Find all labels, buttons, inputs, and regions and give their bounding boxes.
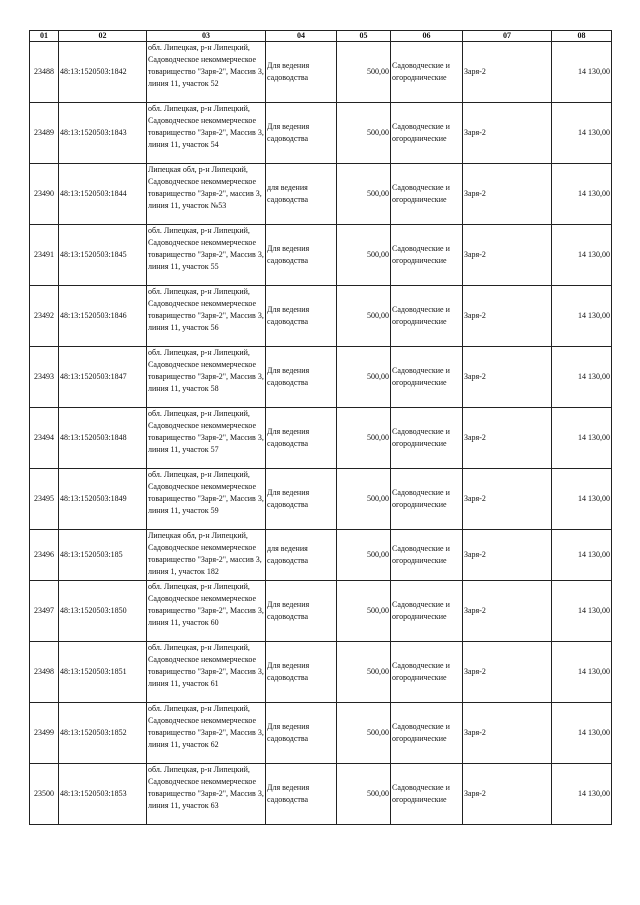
cadastral-number: 48:13:1520503:1845 [59,225,147,286]
cadastral-number: 48:13:1520503:1843 [59,103,147,164]
permitted-use: Для ведения садоводства [266,703,337,764]
header-row [30,31,612,42]
cadastral-number: 48:13:1520503:1846 [59,286,147,347]
address: обл. Липецкая, р-н Липецкий, Садоводческое некоммерческое товарищество "Заря-2", Массив 3, линия 11, участок 61 [147,642,266,703]
permitted-use: Для ведения садоводства [266,103,337,164]
permitted-use: для ведения садоводства [266,164,337,225]
col-header: 02 [59,31,147,42]
cadastral-number: 48:13:1520503:1852 [59,703,147,764]
cadastral-cost: 14 130,00 [552,225,612,286]
table-row [30,225,612,286]
owner-name: Заря-2 [463,642,552,703]
address: обл. Липецкая, р-н Липецкий, Садоводческое некоммерческое товарищество "Заря-2", Массив 3, линия 11, участок 62 [147,703,266,764]
cadastral-cost: 14 130,00 [552,347,612,408]
cadastral-cost: 14 130,00 [552,764,612,825]
area-value: 500,00 [337,408,391,469]
area-value: 500,00 [337,530,391,581]
area-value: 500,00 [337,469,391,530]
area-value: 500,00 [337,581,391,642]
address: обл. Липецкая, р-н Липецкий, Садоводческое некоммерческое товарищество "Заря-2", Массив 3, линия 11, участок 60 [147,581,266,642]
col-header: 03 [147,31,266,42]
owner-name: Заря-2 [463,286,552,347]
record-number: 23500 [30,764,59,825]
table-row [30,642,612,703]
area-value: 500,00 [337,103,391,164]
owner-name: Заря-2 [463,581,552,642]
permitted-use: Для ведения садоводства [266,469,337,530]
owner-name: Заря-2 [463,764,552,825]
cadastral-cost: 14 130,00 [552,642,612,703]
cadastral-number: 48:13:1520503:1842 [59,42,147,103]
record-number: 23499 [30,703,59,764]
permitted-use: Для ведения садоводства [266,764,337,825]
area-value: 500,00 [337,42,391,103]
land-category: Садоводческие и огороднические [391,347,463,408]
permitted-use: Для ведения садоводства [266,581,337,642]
owner-name: Заря-2 [463,225,552,286]
record-number: 23496 [30,530,59,581]
land-category: Садоводческие и огороднические [391,408,463,469]
cadastral-cost: 14 130,00 [552,164,612,225]
table-row [30,703,612,764]
permitted-use: для ведения садоводства [266,530,337,581]
permitted-use: Для ведения садоводства [266,286,337,347]
owner-name: Заря-2 [463,530,552,581]
col-header: 05 [337,31,391,42]
cadastral-cost: 14 130,00 [552,42,612,103]
cadastral-number: 48:13:1520503:1844 [59,164,147,225]
cadastral-cost: 14 130,00 [552,103,612,164]
land-category: Садоводческие и огороднические [391,530,463,581]
cadastral-number: 48:13:1520503:1851 [59,642,147,703]
col-header: 07 [463,31,552,42]
owner-name: Заря-2 [463,469,552,530]
table-row [30,42,612,103]
owner-name: Заря-2 [463,408,552,469]
col-header: 08 [552,31,612,42]
col-header: 06 [391,31,463,42]
owner-name: Заря-2 [463,347,552,408]
table-row [30,347,612,408]
area-value: 500,00 [337,642,391,703]
area-value: 500,00 [337,225,391,286]
land-category: Садоводческие и огороднические [391,469,463,530]
address: Липецкая обл, р-н Липецкий, Садоводческое некоммерческое товарищество "Заря-2", массив 3, линия 11, участок №53 [147,164,266,225]
cadastral-cost: 14 130,00 [552,581,612,642]
table-row [30,469,612,530]
cadastral-number: 48:13:1520503:1849 [59,469,147,530]
record-number: 23494 [30,408,59,469]
record-number: 23493 [30,347,59,408]
land-category: Садоводческие и огороднические [391,642,463,703]
address: обл. Липецкая, р-н Липецкий, Садоводческое некоммерческое товарищество "Заря-2", Массив 3, линия 11, участок 56 [147,286,266,347]
cadastral-number: 48:13:1520503:1847 [59,347,147,408]
land-category: Садоводческие и огороднические [391,703,463,764]
land-category: Садоводческие и огороднические [391,42,463,103]
area-value: 500,00 [337,764,391,825]
cadastral-cost: 14 130,00 [552,703,612,764]
col-header: 04 [266,31,337,42]
address: обл. Липецкая, р-н Липецкий, Садоводческое некоммерческое товарищество "Заря-2", Массив 3, линия 11, участок 59 [147,469,266,530]
land-register-table [29,30,612,825]
table-row [30,103,612,164]
cadastral-number: 48:13:1520503:185 [59,530,147,581]
cadastral-cost: 14 130,00 [552,469,612,530]
record-number: 23498 [30,642,59,703]
land-category: Садоводческие и огороднические [391,164,463,225]
col-header: 01 [30,31,59,42]
address: обл. Липецкая, р-н Липецкий, Садоводческое некоммерческое товарищество "Заря-2", Массив 3, линия 11, участок 63 [147,764,266,825]
cadastral-cost: 14 130,00 [552,286,612,347]
table-row [30,286,612,347]
table-row [30,530,612,581]
address: обл. Липецкая, р-н Липецкий, Садоводческое некоммерческое товарищество "Заря-2", Массив 3, линия 11, участок 54 [147,103,266,164]
land-category: Садоводческие и огороднические [391,103,463,164]
land-category: Садоводческие и огороднические [391,286,463,347]
permitted-use: Для ведения садоводства [266,42,337,103]
table-row [30,164,612,225]
address: обл. Липецкая, р-н Липецкий, Садоводческое некоммерческое товарищество "Заря-2", Массив 3, линия 11, участок 58 [147,347,266,408]
owner-name: Заря-2 [463,164,552,225]
owner-name: Заря-2 [463,42,552,103]
owner-name: Заря-2 [463,703,552,764]
address: обл. Липецкая, р-н Липецкий, Садоводческое некоммерческое товарищество "Заря-2", Массив 3, линия 11, участок 55 [147,225,266,286]
cadastral-number: 48:13:1520503:1850 [59,581,147,642]
owner-name: Заря-2 [463,103,552,164]
area-value: 500,00 [337,164,391,225]
area-value: 500,00 [337,286,391,347]
table-row [30,408,612,469]
permitted-use: Для ведения садоводства [266,642,337,703]
record-number: 23492 [30,286,59,347]
record-number: 23491 [30,225,59,286]
record-number: 23489 [30,103,59,164]
cadastral-number: 48:13:1520503:1848 [59,408,147,469]
record-number: 23497 [30,581,59,642]
record-number: 23488 [30,42,59,103]
address: обл. Липецкая, р-н Липецкий, Садоводческое некоммерческое товарищество "Заря-2", Массив 3, линия 11, участок 57 [147,408,266,469]
land-category: Садоводческие и огороднические [391,764,463,825]
cadastral-cost: 14 130,00 [552,408,612,469]
permitted-use: Для ведения садоводства [266,347,337,408]
permitted-use: Для ведения садоводства [266,225,337,286]
land-category: Садоводческие и огороднические [391,581,463,642]
table-row [30,581,612,642]
area-value: 500,00 [337,703,391,764]
cadastral-number: 48:13:1520503:1853 [59,764,147,825]
area-value: 500,00 [337,347,391,408]
record-number: 23495 [30,469,59,530]
table-row [30,764,612,825]
permitted-use: Для ведения садоводства [266,408,337,469]
record-number: 23490 [30,164,59,225]
address: обл. Липецкая, р-н Липецкий, Садоводческое некоммерческое товарищество "Заря-2", Массив 3, линия 11, участок 52 [147,42,266,103]
cadastral-cost: 14 130,00 [552,530,612,581]
address: Липецкая обл, р-н Липецкий, Садоводческое некоммерческое товарищество "Заря-2", массив 3, линия 1, участок 182 [147,530,266,581]
land-category: Садоводческие и огороднические [391,225,463,286]
